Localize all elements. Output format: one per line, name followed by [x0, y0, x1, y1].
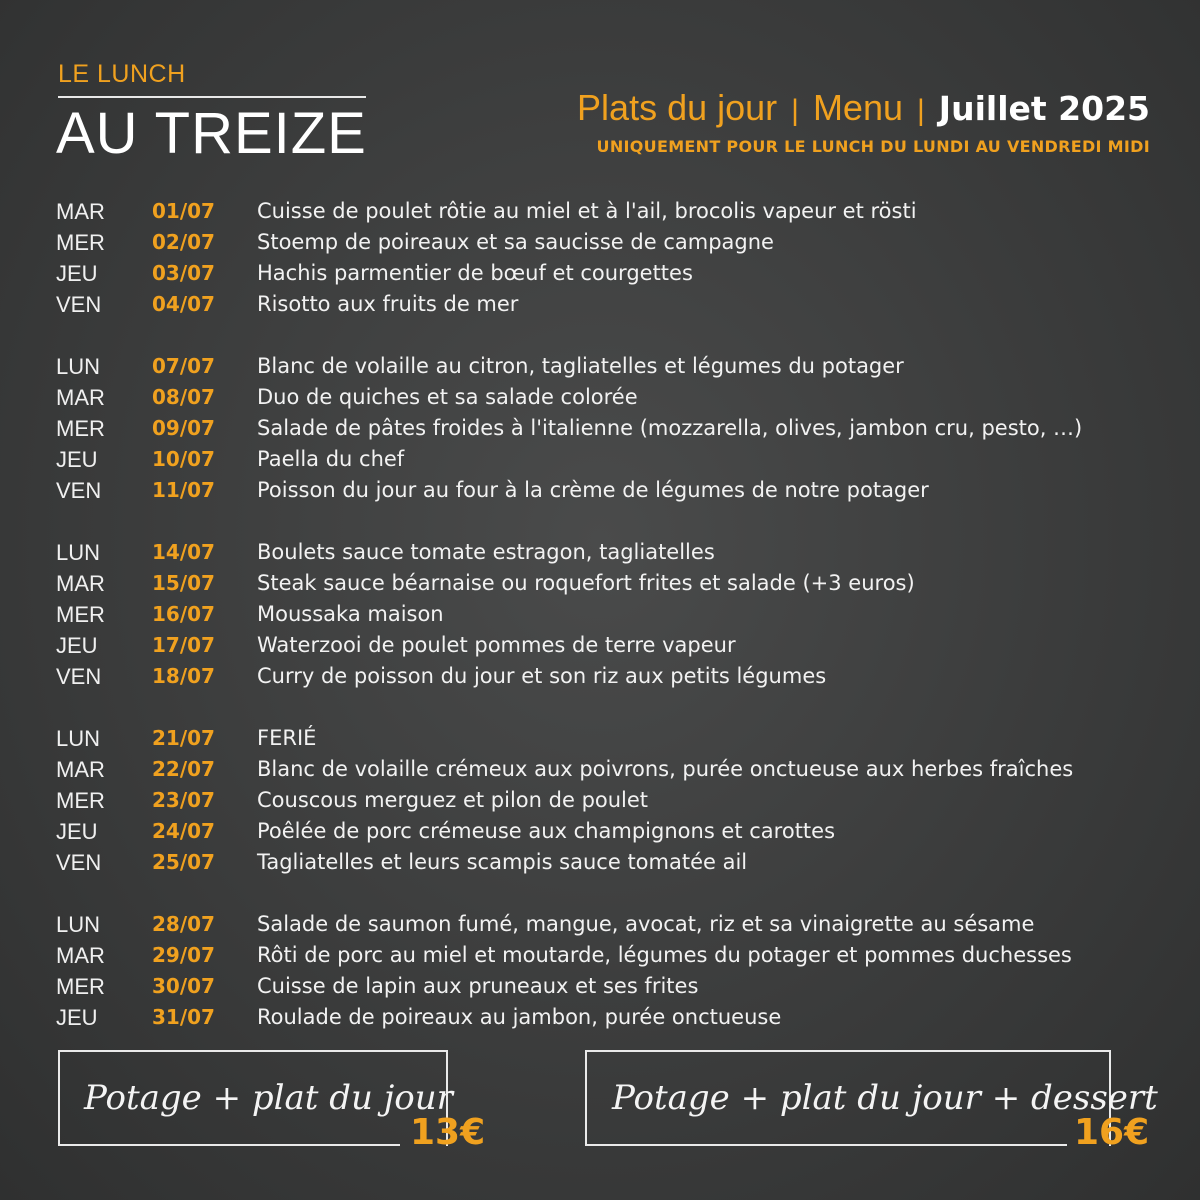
- menu-dish: Risotto aux fruits de mer: [257, 292, 519, 316]
- menu-date: 16/07: [152, 602, 215, 626]
- menu-dish: Stoemp de poireaux et sa saucisse de campagne: [257, 230, 774, 254]
- menu-day: VEN: [56, 478, 102, 503]
- menu-day: MAR: [56, 199, 105, 224]
- menu-day: JEU: [56, 819, 98, 844]
- menu-dish: Blanc de volaille au citron, tagliatelles et légumes du potager: [257, 354, 904, 378]
- menu-dish: Hachis parmentier de bœuf et courgettes: [257, 261, 693, 285]
- header-separator: |: [917, 94, 925, 127]
- menu-dish: Cuisse de poulet rôtie au miel et à l'ail, brocolis vapeur et rösti: [257, 199, 917, 223]
- header-part2: Menu: [812, 87, 903, 128]
- menu-date: 29/07: [152, 943, 215, 967]
- menu-date: 15/07: [152, 571, 215, 595]
- menu-row: [56, 537, 1166, 568]
- menu-day: LUN: [56, 354, 101, 379]
- menu-dish: Steak sauce béarnaise ou roquefort frites et salade (+3 euros): [257, 571, 915, 595]
- header-subtitle: UNIQUEMENT POUR LE LUNCH DU LUNDI AU VENDREDI MIDI: [596, 137, 1150, 156]
- menu-day: MAR: [56, 571, 105, 596]
- menu-day: MAR: [56, 757, 105, 782]
- offer-price-2: 16€: [1074, 1112, 1150, 1153]
- menu-date: 22/07: [152, 757, 215, 781]
- menu-row: [56, 413, 1166, 444]
- menu-week: [56, 537, 1166, 692]
- offer-label-2: Potage + plat du jour + dessert: [612, 1078, 1158, 1118]
- menu-day: MER: [56, 974, 105, 999]
- menu-date: 18/07: [152, 664, 215, 688]
- menu-date: 21/07: [152, 726, 215, 750]
- menu-dish: FERIÉ: [257, 726, 317, 750]
- offer-box-2-bottom: [585, 1144, 1067, 1146]
- menu-row: [56, 754, 1166, 785]
- menu-row: [56, 816, 1166, 847]
- menu-day: MER: [56, 602, 105, 627]
- menu-row: [56, 227, 1166, 258]
- menu-day: MER: [56, 416, 105, 441]
- menu-dish: Duo de quiches et sa salade colorée: [257, 385, 638, 409]
- menu-date: 07/07: [152, 354, 215, 378]
- menu-date: 28/07: [152, 912, 215, 936]
- menu-week: [56, 196, 1166, 320]
- offer-box-1-bottom: [58, 1144, 400, 1146]
- menu-row: [56, 351, 1166, 382]
- menu-row: [56, 630, 1166, 661]
- menu-week: [56, 351, 1166, 506]
- header: [577, 86, 1150, 156]
- menu-date: 10/07: [152, 447, 215, 471]
- menu-day: LUN: [56, 726, 101, 751]
- menu-date: 11/07: [152, 478, 215, 502]
- menu-dish: Poêlée de porc crémeuse aux champignons et carottes: [257, 819, 836, 843]
- menu-day: LUN: [56, 540, 101, 565]
- menu-dish: Moussaka maison: [257, 602, 444, 626]
- menu-date: 03/07: [152, 261, 215, 285]
- menu-row: [56, 847, 1166, 878]
- menu-date: 08/07: [152, 385, 215, 409]
- menu-day: JEU: [56, 447, 98, 472]
- menu-day: JEU: [56, 261, 98, 286]
- menu-date: 30/07: [152, 974, 215, 998]
- menu-day: JEU: [56, 1005, 98, 1030]
- menu-row: [56, 382, 1166, 413]
- menu-row: [56, 723, 1166, 754]
- menu-day: VEN: [56, 664, 102, 689]
- menu-row: [56, 444, 1166, 475]
- menu-row: [56, 1002, 1166, 1033]
- menu-row: [56, 971, 1166, 1002]
- menu-day: VEN: [56, 850, 102, 875]
- header-separator: |: [791, 94, 799, 127]
- menu-dish: Cuisse de lapin aux pruneaux et ses frites: [257, 974, 699, 998]
- menu-row: [56, 475, 1166, 506]
- menu-dish: Boulets sauce tomate estragon, tagliatelles: [257, 540, 715, 564]
- menu-row: [56, 785, 1166, 816]
- menu-row: [56, 568, 1166, 599]
- menu-row: [56, 258, 1166, 289]
- offer-label-1: Potage + plat du jour: [84, 1078, 453, 1118]
- menu-date: 14/07: [152, 540, 215, 564]
- menu-day: MAR: [56, 943, 105, 968]
- menu-date: 04/07: [152, 292, 215, 316]
- menu-day: MER: [56, 230, 105, 255]
- brand-rule: [58, 96, 366, 98]
- menu-week: [56, 723, 1166, 878]
- menu-list: [56, 196, 1166, 1064]
- menu-date: 24/07: [152, 819, 215, 843]
- menu-day: VEN: [56, 292, 102, 317]
- menu-row: [56, 940, 1166, 971]
- menu-dish: Roulade de poireaux au jambon, purée onctueuse: [257, 1005, 782, 1029]
- menu-row: [56, 196, 1166, 227]
- menu-day: JEU: [56, 633, 98, 658]
- menu-dish: Curry de poisson du jour et son riz aux petits légumes: [257, 664, 827, 688]
- menu-dish: Blanc de volaille crémeux aux poivrons, purée onctueuse aux herbes fraîches: [257, 757, 1074, 781]
- header-part1: Plats du jour: [577, 87, 778, 128]
- menu-dish: Poisson du jour au four à la crème de légumes de notre potager: [257, 478, 929, 502]
- menu-date: 02/07: [152, 230, 215, 254]
- brand-main: AU TREIZE: [56, 101, 367, 166]
- menu-date: 23/07: [152, 788, 215, 812]
- menu-day: MER: [56, 788, 105, 813]
- menu-date: 17/07: [152, 633, 215, 657]
- menu-date: 31/07: [152, 1005, 215, 1029]
- menu-date: 25/07: [152, 850, 215, 874]
- menu-day: LUN: [56, 912, 101, 937]
- menu-row: [56, 289, 1166, 320]
- menu-row: [56, 909, 1166, 940]
- menu-row: [56, 599, 1166, 630]
- menu-dish: Couscous merguez et pilon de poulet: [257, 788, 649, 812]
- menu-row: [56, 661, 1166, 692]
- menu-date: 09/07: [152, 416, 215, 440]
- menu-dish: Salade de saumon fumé, mangue, avocat, riz et sa vinaigrette au sésame: [257, 912, 1035, 936]
- brand-top: LE LUNCH: [58, 60, 186, 88]
- menu-date: 01/07: [152, 199, 215, 223]
- menu-dish: Tagliatelles et leurs scampis sauce tomatée ail: [257, 850, 748, 874]
- offer-price-1: 13€: [410, 1112, 486, 1153]
- menu-dish: Rôti de porc au miel et moutarde, légumes du potager et pommes duchesses: [257, 943, 1072, 967]
- menu-day: MAR: [56, 385, 105, 410]
- menu-week: [56, 909, 1166, 1033]
- menu-dish: Paella du chef: [257, 447, 405, 471]
- header-title: [577, 86, 1150, 133]
- menu-dish: Salade de pâtes froides à l'italienne (mozzarella, olives, jambon cru, pesto, …): [257, 416, 1083, 440]
- menu-dish: Waterzooi de poulet pommes de terre vapeur: [257, 633, 736, 657]
- header-month: Juillet 2025: [938, 89, 1150, 128]
